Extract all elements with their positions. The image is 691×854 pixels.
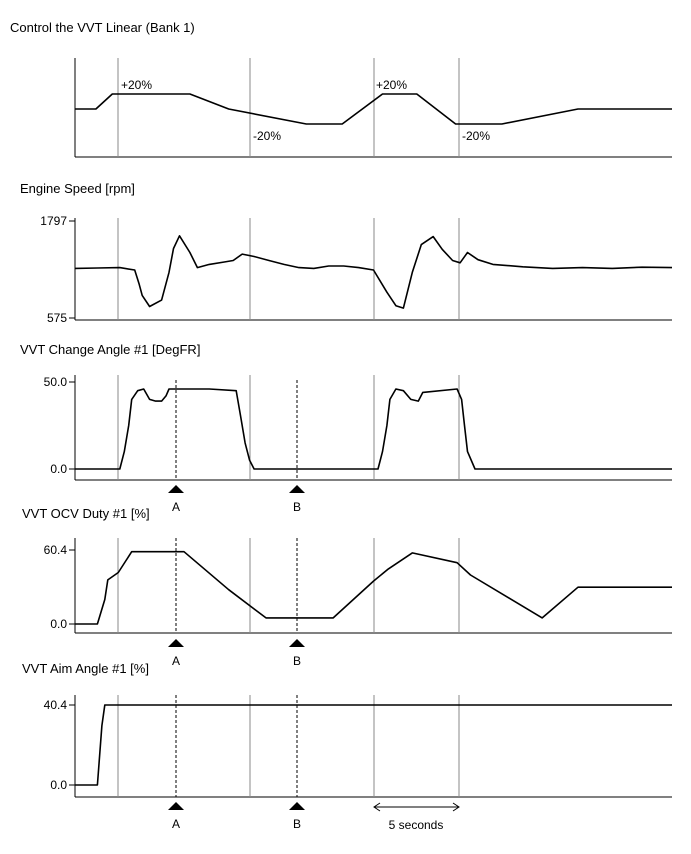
- y-tick-label-change-angle-min: 0.0: [50, 462, 67, 476]
- panel-title-vvt-aim-angle: VVT Aim Angle #1 [%]: [22, 661, 149, 676]
- marker-label-b: B: [292, 817, 302, 831]
- y-tick-label-aim-angle-min: 0.0: [50, 778, 67, 792]
- event-gridlines: [118, 58, 459, 797]
- panel-vvt-aim-angle: [22, 661, 672, 797]
- panel-title-vvt-ocv-duty: VVT OCV Duty #1 [%]: [22, 506, 150, 521]
- marker-triangle-a: [168, 485, 184, 493]
- marker-label-a: A: [171, 654, 181, 668]
- y-tick-label-aim-angle-max: 40.4: [43, 698, 67, 712]
- panel-title-vvt-change-angle: VVT Change Angle #1 [DegFR]: [20, 342, 201, 357]
- marker-label-b: B: [292, 654, 302, 668]
- panel-title-vvt-linear: Control the VVT Linear (Bank 1): [10, 20, 195, 35]
- marker-triangle-b: [289, 485, 305, 493]
- annotation-minus20-1: -20%: [253, 129, 282, 143]
- panel-title-engine-speed: Engine Speed [rpm]: [20, 181, 135, 196]
- y-tick-label-ocv-duty-max: 60.4: [43, 543, 67, 557]
- annotation-minus20-2: -20%: [462, 129, 491, 143]
- marker-triangle-a: [168, 639, 184, 647]
- time-scale-label: 5 seconds: [388, 818, 444, 832]
- time-scale-indicator: [374, 803, 459, 832]
- marker-triangle-a: [168, 802, 184, 810]
- marker-labels: [168, 485, 305, 831]
- marker-label-b: B: [292, 500, 302, 514]
- annotation-plus20-2: +20%: [376, 78, 408, 92]
- panel-vvt-linear: [10, 20, 672, 157]
- marker-label-a: A: [171, 817, 181, 831]
- y-tick-label-engine-speed-min: 575: [46, 311, 67, 325]
- marker-lines: [176, 380, 297, 797]
- annotation-plus20-1: +20%: [121, 78, 153, 92]
- marker-triangle-b: [289, 802, 305, 810]
- marker-triangle-b: [289, 639, 305, 647]
- y-tick-label-change-angle-max: 50.0: [43, 375, 67, 389]
- marker-label-a: A: [171, 500, 181, 514]
- y-tick-label-engine-speed-max: 1797: [40, 214, 67, 228]
- y-tick-label-ocv-duty-min: 0.0: [50, 617, 67, 631]
